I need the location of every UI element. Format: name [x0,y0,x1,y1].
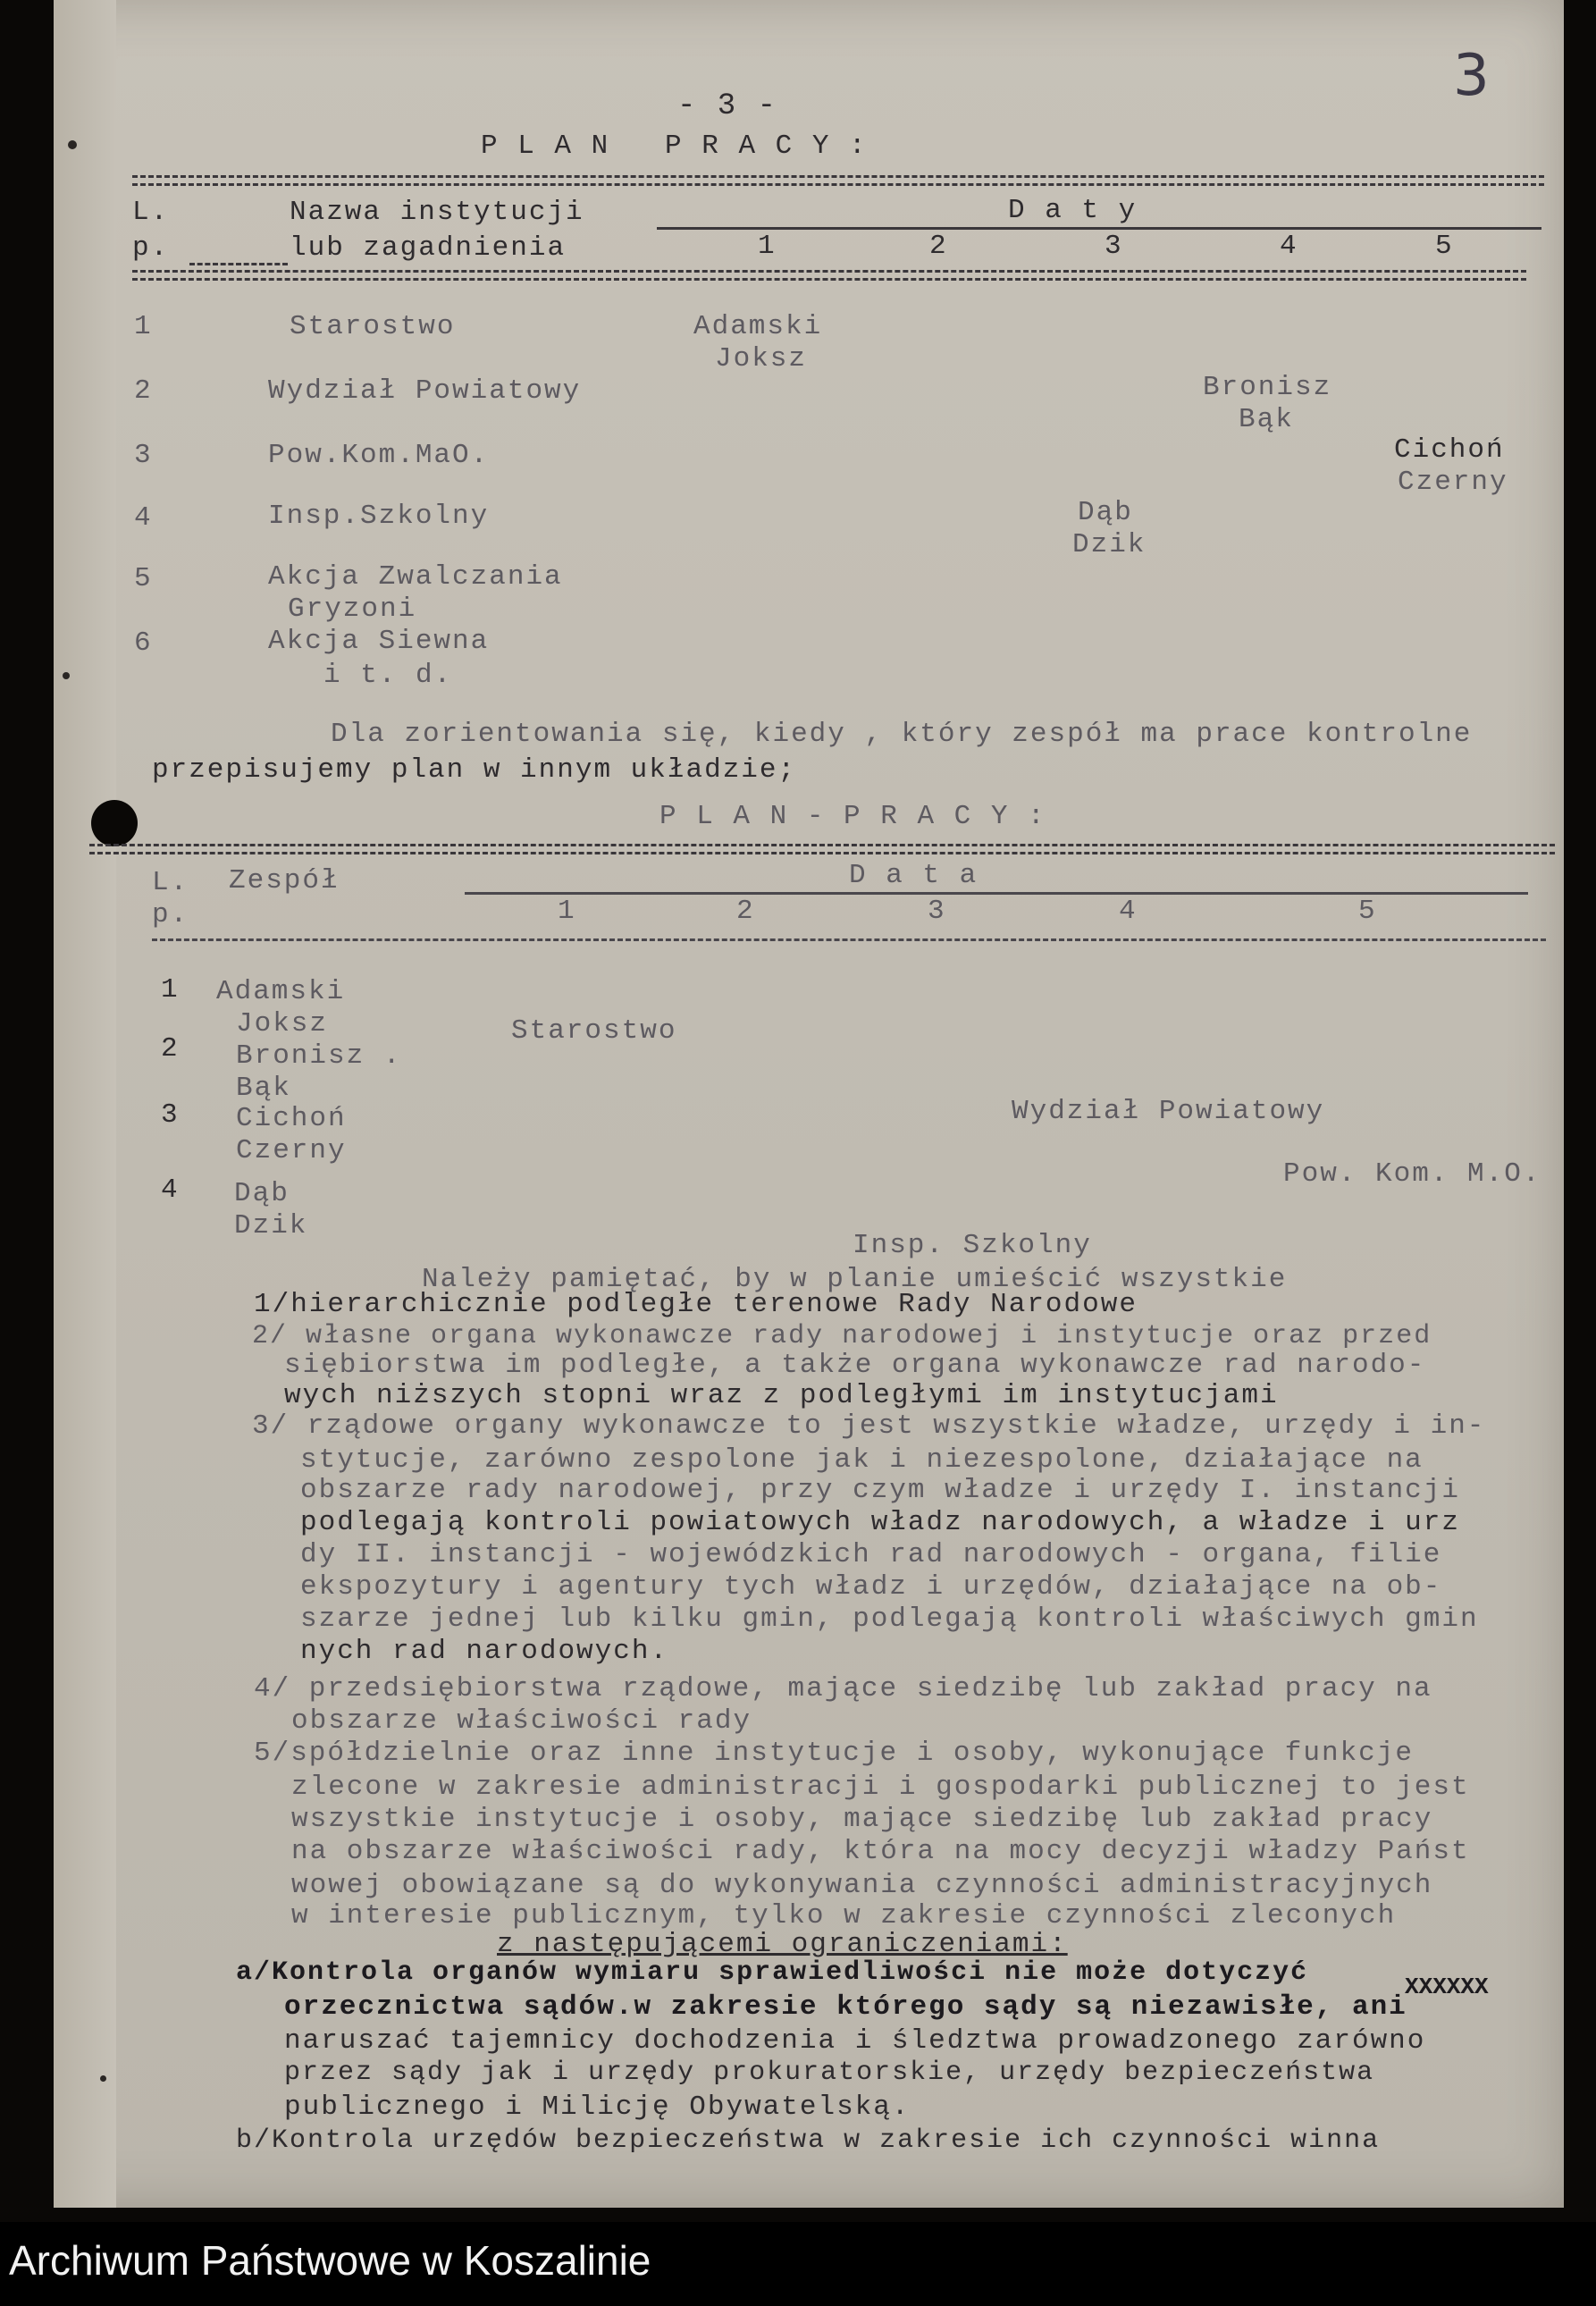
plan2-row-place: Insp. Szkolny [853,1230,1092,1261]
plan2-row-number: 3 [161,1099,180,1131]
plan2-date-4: 4 [1119,896,1138,927]
body-line: 4/ przedsiębiorstwa rządowe, mające siedzibę lub zakład pracy na [254,1673,1432,1704]
plan1-row-team: Joksz [715,343,808,375]
plan1-date-2: 2 [929,231,948,262]
page-mark-handwritten: 3 [1453,43,1490,109]
punch-hole [91,800,138,846]
body-line: w interesie publicznym, tylko w zakresie czynności zleconych [291,1900,1397,1931]
plan1-date-5: 5 [1435,231,1454,262]
ink-mark [63,672,70,679]
plan2-row-place: Pow. Kom. M.O. [1283,1158,1541,1190]
body-line: nych rad narodowych. [300,1636,669,1667]
plan1-row-name: Akcja Zwalczania [268,561,563,593]
body-line: 3/ rządowe organy wykonawcze to jest wszystkie władze, urzędy i in- [252,1410,1486,1442]
plan2-row-number: 1 [161,974,180,1006]
plan2-row-team: Joksz [236,1008,329,1039]
plan2-row-team: Bronisz . [236,1040,402,1072]
body-line: publicznego i Milicję Obywatelską. [284,2091,911,2123]
plan1-row-team: Adamski [693,311,823,342]
plan1-row-number: 3 [134,440,153,471]
plan1-row-team: Cichoń [1394,434,1505,466]
rule [89,844,1555,854]
paper-fold [54,0,116,2208]
body-line: szarze jednej lub kilku gmin, podlegają kontroli właściwych gmin [300,1603,1479,1635]
body-line: b/Kontrola urzędów bezpieczeństwa w zakresie ich czynności winna [236,2125,1381,2156]
intro-line-2: przepisujemy plan w innym układzie; [152,754,797,786]
plan1-row-name: i t. d. [323,660,453,691]
plan1-col-lp-1: L. [132,197,170,228]
plan2-date-2: 2 [736,896,755,927]
body-line: dy II. instancji - wojewódzkich rad narodowych - organa, filie [300,1539,1442,1570]
plan1-row-team: Dzik [1072,529,1147,560]
plan1-row-name: Pow.Kom.MaO. [268,440,490,471]
body-line: obszarze właściwości rady [291,1705,752,1737]
plan2-col-zespol: Zespół [229,865,340,896]
body-line: 5/spółdzielnie oraz inne instytucje i osoby, wykonujące funkcje [254,1738,1414,1769]
body-line: na obszarze właściwości rady, która na mocy decyzji władzy Państ [291,1836,1470,1867]
plan2-row-number: 4 [161,1174,180,1206]
body-line: wszystkie instytucje i osoby, mające siedzibę lub zakład pracy [291,1804,1433,1835]
dates-underline [657,227,1541,230]
rule [132,270,1526,281]
plan1-row-team: Bąk [1239,404,1294,435]
page-number: - 3 - [677,89,778,123]
body-line: orzecznictwa sądów.w zakresie którego sądy są niezawisłe, ani [284,1991,1407,2023]
plan1-row-number: 6 [134,627,153,659]
body-line: 1/hierarchicznie podległe terenowe Rady Narodowe [254,1289,1138,1320]
plan2-row-place: Starostwo [511,1015,677,1047]
plan1-row-number: 2 [134,375,153,407]
plan2-row-team: Bąk [236,1073,291,1104]
archive-footer-label: Archiwum Państwowe w Koszalinie [9,2237,651,2284]
plan1-row-name: Akcja Siewna [268,626,490,657]
plan1-col-daty: D a t y [1008,195,1138,226]
plan2-date-1: 1 [558,896,576,927]
body-line: a/Kontrola organów wymiaru sprawiedliwości nie może dotyczyć [236,1957,1309,1988]
plan2-col-data: D a t a [849,860,979,891]
plan1-row-name: Wydział Powiatowy [268,375,582,407]
body-line: podlegają kontroli powiatowych władz narodowych, a władze i urz [300,1507,1460,1538]
plan1-row-team: Dąb [1078,497,1133,528]
body-line: zlecone w zakresie administracji i gospodarki publicznej to jest [291,1772,1470,1803]
plan1-date-4: 4 [1280,231,1298,262]
plan2-row-team: Adamski [216,976,346,1007]
body-line: naruszać tajemnicy dochodzenia i śledztwa prowadzonego zarówno [284,2025,1426,2057]
plan1-row-name: Gryzoni [288,593,417,625]
body-line: siębiorstwa im podległe, a także organa wykonawcze rad narodo- [284,1350,1426,1381]
body-line: przez sądy jak i urzędy prokuratorskie, urzędy bezpieczeństwa [284,2058,1375,2088]
plan2-date-5: 5 [1358,896,1377,927]
plan2-row-team: Dąb [234,1178,290,1209]
plan2-row-team: Cichoń [236,1103,347,1134]
dates-underline [465,892,1528,895]
body-line: 2/ własne organa wykonawcze rady narodowej i instytucje oraz przed [252,1321,1432,1351]
body-line: stytucje, zarówno zespolone jak i niezespolone, działające na [300,1444,1424,1476]
plan1-col-name-1: Nazwa instytucji [290,197,584,228]
plan2-col-lp-2: p. [152,899,189,930]
rule [152,938,1546,944]
plan1-col-lp-2: p. [132,232,170,264]
ink-mark [100,2075,106,2082]
rule [132,175,1544,186]
plan2-date-3: 3 [928,896,946,927]
plan1-row-number: 1 [134,311,153,342]
plan1-title: P L A N P R A C Y : [481,130,868,162]
plan1-row-number: 4 [134,502,153,534]
plan2-row-team: Dzik [234,1210,308,1241]
plan1-row-team: Czerny [1398,467,1508,498]
body-line: wych niższych stopni wraz z podległymi im instytucjami [284,1380,1279,1411]
plan2-row-team: Czerny [236,1135,347,1166]
plan1-row-number: 5 [134,563,153,594]
plan2-row-number: 2 [161,1033,180,1065]
plan2-row-place: Wydział Powiatowy [1012,1096,1325,1127]
plan1-date-1: 1 [758,231,777,262]
body-line: wowej obowiązane są do wykonywania czynności administracyjnych [291,1870,1433,1901]
plan1-date-3: 3 [1105,231,1123,262]
ink-mark [68,140,77,149]
body-heading-underlined: z następującemi ograniczeniami: [497,1929,1068,1960]
plan1-row-name: Starostwo [290,311,456,342]
body-line: obszarze rady narodowej, przy czym władze i urzędy I. instancji [300,1475,1460,1506]
plan1-row-team: Bronisz [1203,372,1332,403]
body-line: ekspozytury i agentury tych władz i urzędów, działające na ob- [300,1571,1442,1603]
struck-text: XXXXXX [1405,1974,1489,2000]
plan2-title: P L A N - P R A C Y : [659,801,1046,832]
intro-line-1: Dla zorientowania się, kiedy , który zespół ma prace kontrolne [331,719,1473,750]
plan1-row-name: Insp.Szkolny [268,501,490,532]
rule [189,263,288,268]
plan1-col-name-2: lub zagadnienia [290,232,567,264]
plan2-col-lp-1: L. [152,867,189,898]
body-line: Należy pamiętać, by w planie umieścić wszystkie [422,1264,1288,1295]
archive-footer [0,2222,1596,2306]
